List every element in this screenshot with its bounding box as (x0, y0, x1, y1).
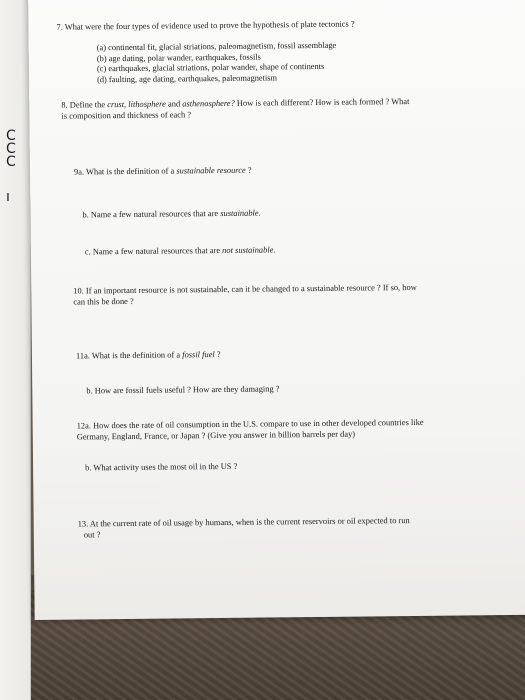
question-7-stem: 7. What were the four types of evidence used to prove the hypothesis of plate tectonics ? (56, 19, 355, 32)
question-8 (61, 96, 521, 122)
question-12b-text: b. What activity uses the most oil in the US ? (85, 461, 238, 473)
question-9b-text: b. Name a few natural resources that are (82, 208, 221, 220)
margin-mark: C (6, 141, 16, 157)
question-12a-line2: Germany, England, France, or Japan ? (Give you answer in billion barrels per day) (76, 429, 356, 442)
question-13 (78, 515, 525, 541)
question-9b-term: sustainable. (220, 208, 261, 218)
option-c: (c) earthquakes, glacial striations, polar wander, shape of continents (96, 62, 325, 74)
margin-mark: C (6, 154, 16, 170)
question-12b (85, 462, 237, 474)
option-b: (b) age dating, polar wander, earthquakes, fossils (96, 52, 261, 63)
question-9a-term: sustainable resource (176, 165, 246, 176)
back-sheet (0, 0, 31, 700)
question-11a-text: 11a. What is the definition of a (75, 350, 183, 361)
option-a: (a) continental fit, glacial striations, paleomagnetism, fossil assemblage (96, 40, 337, 53)
question-9b (82, 209, 260, 221)
question-8-line2: is composition and thickness of each ? (61, 109, 192, 121)
question-7-options (97, 41, 337, 86)
question-12a (77, 417, 525, 443)
question-12a-line1: 12a. How does the rate of oil consumption in the U.S. compare to use in other developed countries like (76, 417, 424, 431)
question-13-line1: 13. At the current rate of oil usage by humans, when is the current reservoirs or oil expected to run (77, 516, 410, 529)
question-8-text: How is each different? How is each formed ? What (234, 97, 410, 108)
question-9a-text: 9a. What is the definition of a (73, 166, 177, 177)
question-9c-text: c. Name a few natural resources that are (84, 245, 223, 257)
question-11a (76, 350, 221, 362)
question-9c (85, 245, 276, 258)
question-11b (86, 384, 279, 397)
question-10-line1: 10. If an important resource is not sustainable, can it be changed to a sustainable resource ? If so, how (73, 282, 417, 296)
option-d: (d) faulting, age dating, earthquakes, paleomagnetism (96, 73, 278, 85)
worksheet-page (28, 0, 525, 620)
question-11a-text: ? (214, 350, 221, 360)
margin-mark: C (6, 128, 16, 144)
margin-mark: ı (6, 189, 10, 205)
question-10 (73, 282, 525, 308)
question-8-term-asthenosphere: asthenosphere? (182, 98, 235, 109)
question-8-text: 8. Define the (61, 100, 108, 110)
question-11b-text: b. How are fossil fuels useful ? How are they damaging ? (86, 384, 280, 396)
question-8-text: and (165, 99, 183, 109)
question-13-line2: out ? (83, 529, 101, 540)
margin-handwriting (6, 130, 24, 220)
question-8-term-crust: crust, lithosphere (107, 99, 166, 110)
question-7 (56, 20, 354, 34)
question-10-line2: can this be done ? (73, 296, 134, 307)
question-9a-text: ? (245, 165, 252, 175)
question-11a-term: fossil fuel (182, 350, 215, 360)
question-9a (74, 166, 252, 178)
question-9c-term: not sustainable. (222, 245, 276, 255)
